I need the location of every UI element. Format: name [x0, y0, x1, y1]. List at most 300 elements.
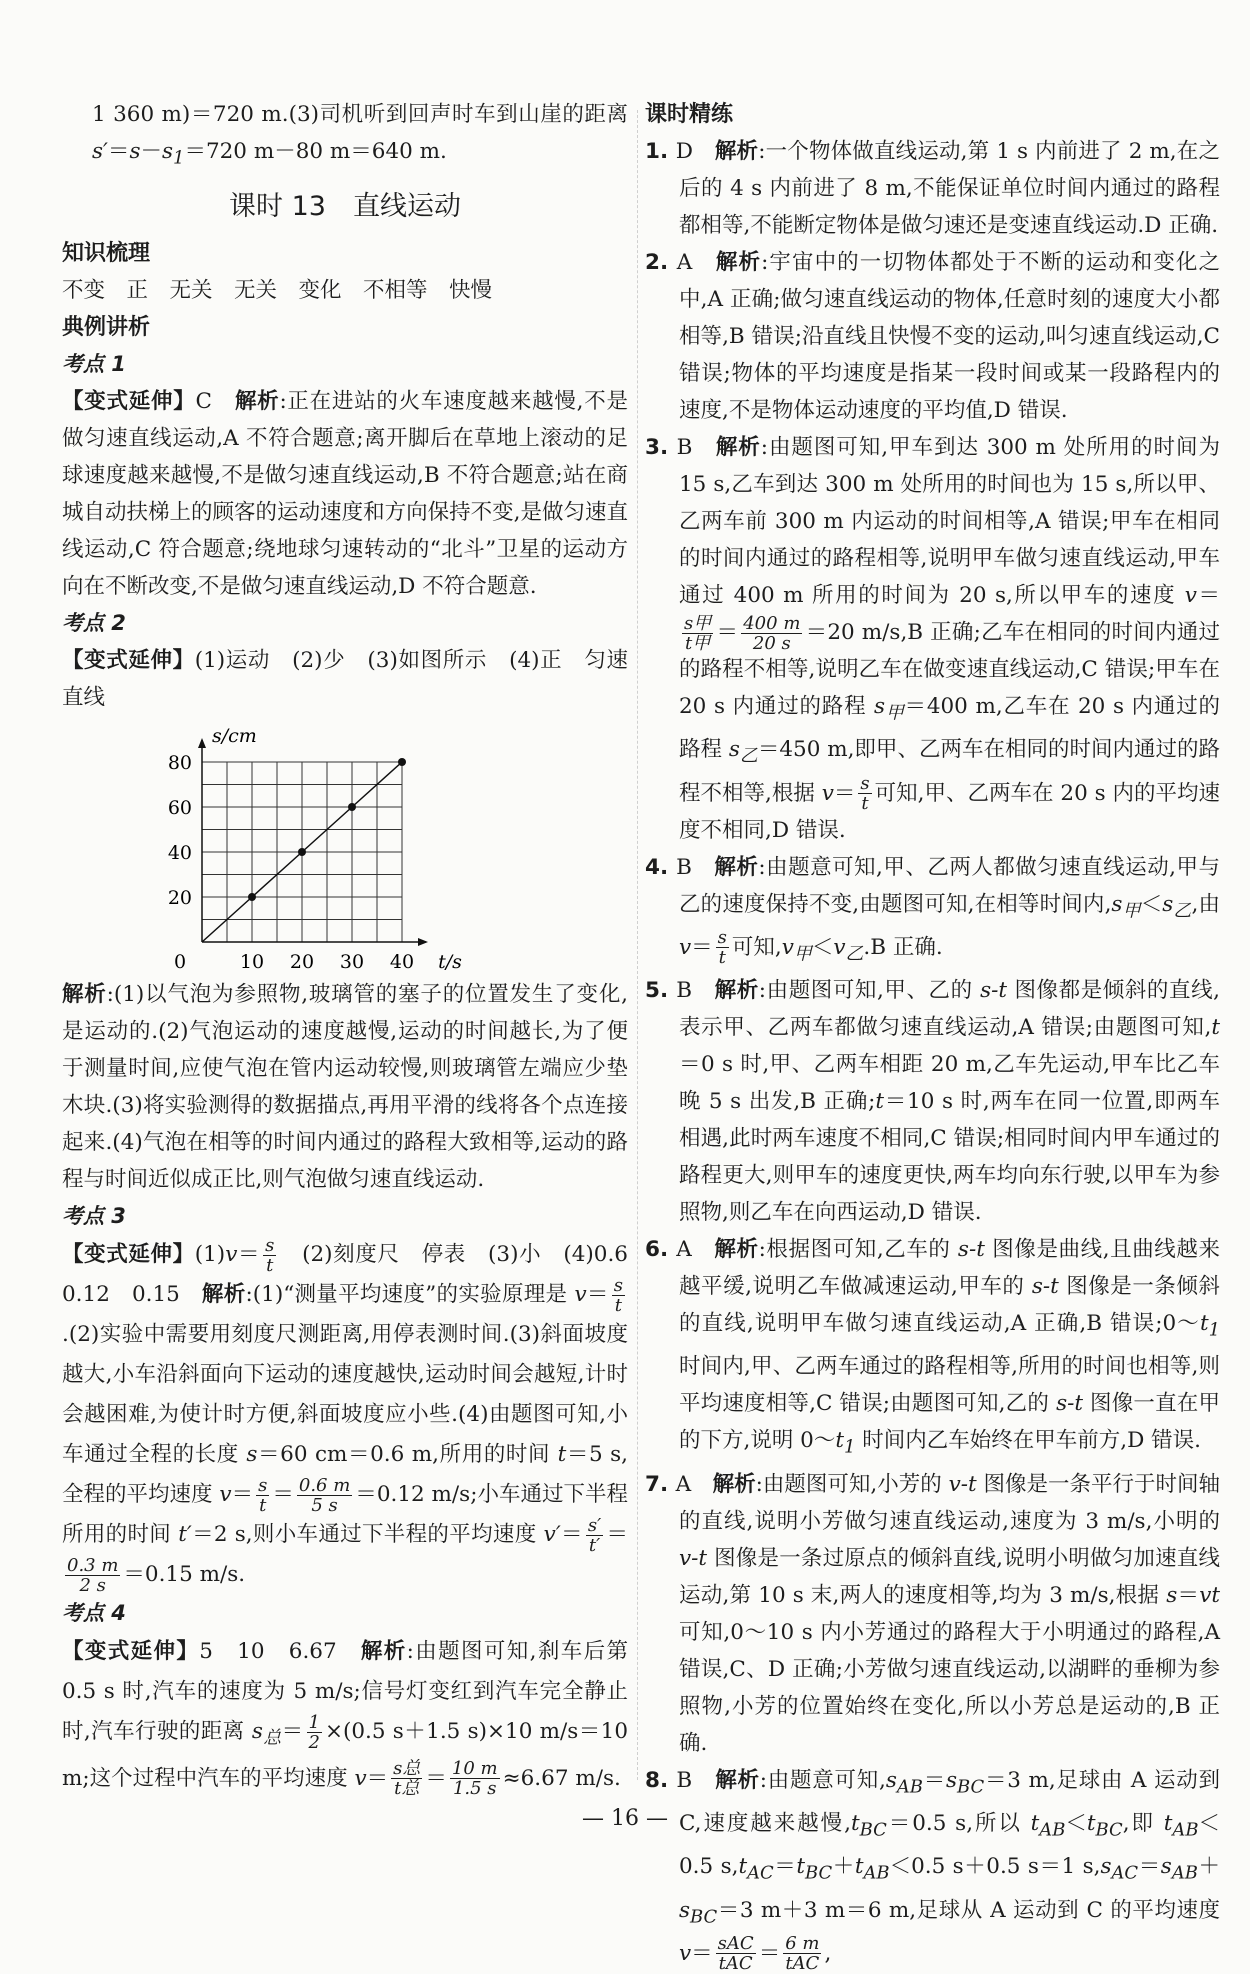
text-run: ＝ [107, 139, 130, 164]
fraction [783, 1934, 821, 1973]
text-run: 课时精练 [645, 102, 734, 127]
fraction-numerator: 0.6 m [298, 1474, 351, 1496]
math-variable [162, 139, 185, 169]
fraction [450, 1759, 500, 1798]
math-variable [1199, 1583, 1220, 1608]
text-run: 典例讲析 [62, 315, 151, 341]
text-run: ,即 [1122, 1811, 1164, 1837]
text-run: ＝ [773, 1854, 797, 1880]
math-variable [796, 1854, 833, 1884]
fraction [391, 1759, 422, 1798]
right-column [645, 96, 1220, 1972]
text-run: 课时 13 直线运动 [229, 191, 461, 223]
fraction-numerator: s [265, 1234, 275, 1256]
math-variable [1166, 1583, 1177, 1608]
math-variable [679, 1897, 718, 1927]
text-run: A [676, 250, 716, 275]
fraction [256, 1476, 269, 1515]
bold-label: 4. [645, 854, 677, 880]
variable-subscript: AC [747, 1862, 774, 1884]
fraction [858, 774, 871, 813]
bold-label: 3. [645, 435, 677, 460]
text-run: ＝ [606, 1522, 628, 1548]
bold-label: 解析 [714, 1237, 759, 1263]
math-variable [178, 1522, 192, 1547]
fraction-denominator: tAC [718, 1953, 753, 1974]
section-heading [62, 235, 628, 272]
math-variable [1032, 1274, 1059, 1299]
fraction [586, 1516, 603, 1555]
variable-subscript: BC [957, 1776, 985, 1798]
section-heading [645, 96, 1220, 133]
variable-symbol: t [1086, 1811, 1096, 1837]
paragraph [62, 96, 628, 176]
answer-item [645, 1762, 1220, 1972]
fraction-numerator: s [258, 1474, 268, 1496]
math-variable [1162, 891, 1192, 921]
variable-symbol: t [854, 1854, 864, 1880]
text-run: ≈6.67 m/s. [502, 1765, 621, 1791]
bold-label: 【变式延伸】 [62, 648, 195, 674]
variable-symbol: t [835, 1428, 844, 1454]
bold-label: 5. [645, 978, 677, 1004]
text-run: (2)刻度尺 停表 (3)小 (4)0.6 0.12 0.15 [62, 1242, 650, 1308]
bold-label: 解析 [715, 250, 762, 275]
fraction-numerator: s′ [587, 1514, 602, 1536]
variable-subscript: 乙 [739, 745, 758, 767]
text-run: 5 10 6.67 [199, 1639, 361, 1665]
variable-symbol: s [885, 1767, 897, 1793]
variable-symbol: t [850, 1811, 860, 1837]
x-axis-label: t/s [438, 951, 462, 974]
variable-subscript: 总 [262, 1727, 282, 1749]
text-run: ＝ [281, 1719, 304, 1745]
text-run: B [676, 978, 715, 1004]
math-variable [251, 1719, 282, 1749]
variable-symbol: v [354, 1765, 367, 1791]
text-run: ＝ [366, 1765, 389, 1791]
text-run: 可知,甲、乙两车在 20 s 内的平均速度不相同,D 错误. [679, 780, 1220, 843]
variable-symbol: s-t [1031, 1274, 1059, 1300]
text-run: ×(0.5 s＋1.5 s)×10 m/s＝10 m;这个过程中汽车的平均速度 [62, 1719, 629, 1791]
data-point [348, 803, 356, 811]
fraction-denominator: t总 [394, 1778, 420, 1800]
paragraph [62, 1632, 628, 1798]
text-run: :由题图可知,刹车后第 0.5 s 时,汽车的速度为 5 m/s;信号灯变红到汽车完全静止时,汽车行驶的距离 [62, 1639, 628, 1745]
text-run: (1) [194, 1242, 226, 1268]
variable-subscript: 乙 [845, 943, 864, 965]
text-run: ＝ [922, 1767, 946, 1793]
variable-symbol: t′ [178, 1522, 192, 1548]
text-run: ＝60 cm＝0.6 m,所用的时间 [257, 1442, 558, 1468]
variable-symbol: t [1211, 1015, 1220, 1041]
x-tick-label: 10 [239, 951, 265, 974]
bold-label: 【变式延伸】 [62, 1242, 195, 1268]
fraction-denominator: t [614, 1294, 622, 1316]
variable-symbol: s [1162, 891, 1174, 917]
x-tick-label: 30 [339, 951, 365, 974]
variable-symbol: v [781, 934, 794, 960]
math-variable [246, 1442, 257, 1467]
text-run: ＜ [811, 934, 834, 960]
text-run: ＝ [1196, 583, 1220, 608]
x-tick-label: 40 [389, 951, 415, 974]
math-variable [1199, 1311, 1220, 1341]
answer-item [645, 1231, 1220, 1466]
variable-symbol: t [738, 1854, 748, 1880]
paragraph [62, 642, 628, 716]
math-variable [949, 1472, 977, 1497]
variable-subscript: 甲 [793, 943, 812, 965]
variable-symbol: t [1163, 1811, 1173, 1837]
math-variable [875, 1089, 884, 1114]
text-run: ＝3 m,足球由 A 运动到 C,速度越来越慢, [679, 1767, 1220, 1837]
math-variable [1185, 583, 1197, 608]
math-variable [728, 737, 758, 767]
text-run: ＝ [237, 1242, 261, 1268]
text-run: － [140, 139, 162, 164]
bold-label: 2. [645, 250, 677, 275]
fraction [716, 1934, 756, 1973]
text-run: 考点 3 [62, 1204, 126, 1229]
math-variable [225, 1242, 237, 1267]
math-variable [980, 978, 1007, 1003]
variable-subscript: AB [863, 1862, 890, 1884]
y-axis-arrow-icon [198, 738, 206, 748]
math-variable [679, 1941, 691, 1966]
text-run: 考点 2 [62, 611, 126, 636]
variable-symbol: v [574, 1282, 587, 1308]
text-run: ＝720 m－80 m＝640 m. [184, 139, 447, 164]
math-variable [129, 139, 140, 164]
bold-label: 解析 [201, 1282, 246, 1308]
variable-subscript: AC [1111, 1862, 1139, 1884]
math-variable [945, 1767, 985, 1798]
text-run: :由题图可知,甲、乙的 [758, 978, 981, 1004]
bold-label: 6. [645, 1237, 677, 1263]
fraction-denominator: t′ [588, 1534, 601, 1556]
text-run: .B 正确. [863, 934, 943, 960]
text-run: :正在进站的火车速度越来越慢,不是做匀速直线运动,A 不符合题意;离开脚后在草地上滚动的足球速度越来越慢,不是做匀速直线运动,B 不符合题意;站在商城自动扶梯上的顾客的运动速度和方向保持不变,是做匀速直线运动,C 符合题意;绕地球匀速转动的“北斗”卫星的运动方向在不断改变,不是做匀速直线运动,D 不符合题意. [62, 389, 628, 600]
data-point [248, 893, 256, 901]
bold-label: 解析 [234, 389, 280, 415]
text-run: 可知, [731, 934, 782, 960]
variable-subscript: AB [1171, 1862, 1198, 1884]
text-run: :宇宙中的一切物体都处于不断的运动和变化之中,A 正确;做匀速直线运动的物体,任意时刻的速度大小都相等,B 错误;沿直线且快慢不变的运动,叫匀速直线运动,C 错误;物体的平均速度是指某一段时间或某一段路程内的速度,不是物体运动速度的平均值,D 错误. [679, 250, 1220, 423]
variable-subscript: 甲 [1122, 899, 1141, 921]
variable-symbol: v [679, 1940, 692, 1966]
variable-subscript: BC [805, 1862, 833, 1884]
text-run: 图像是一条倾斜的直线,说明甲车做匀速直线运动,A 正确,B 错误;0～ [679, 1274, 1220, 1337]
text-run: ＝ [272, 1482, 294, 1508]
variable-subscript: 1 [1208, 1319, 1220, 1341]
text-run: B [676, 435, 716, 460]
bold-label: 解析 [62, 982, 107, 1008]
y-axis-label: s/cm [212, 725, 257, 748]
variable-symbol: t [875, 1089, 884, 1115]
fraction-denominator: 1.5 s [452, 1778, 497, 1800]
fraction-numerator: s [717, 927, 727, 949]
text-run: :由题图可知,小芳的 [755, 1471, 949, 1497]
subsection-heading [62, 605, 628, 642]
math-variable [679, 1546, 707, 1571]
bold-label: 【变式延伸】 [62, 389, 196, 415]
bold-label: 解析 [712, 1471, 756, 1497]
variable-symbol: s [679, 1897, 691, 1923]
fraction-denominator: 20 s [752, 632, 791, 654]
fraction-numerator: 0.3 m [67, 1554, 119, 1576]
math-variable [1160, 1854, 1198, 1884]
text-run: .(2)实验中需要用刻度尺测距离,用停表测时间.(3)斜面坡度越大,小车沿斜面向下运动的速度越快,运动时间会越短,计时会越困难,为使计时方便,斜面坡度应小些.(4)由题图可知,小车通过全程的长度 [62, 1322, 628, 1468]
variable-symbol: s [251, 1719, 263, 1745]
bold-label: 解析 [360, 1639, 407, 1665]
text-run: A [676, 1237, 715, 1263]
text-run: ＝ [691, 934, 713, 960]
bold-label: 1. [645, 139, 676, 164]
subsection-heading [62, 1595, 628, 1632]
fraction-denominator: t [718, 947, 726, 969]
text-run: :由题意可知, [759, 1767, 886, 1793]
fraction-numerator: 10 m [451, 1758, 498, 1780]
text-run: ＝0.5 s,所以 [886, 1811, 1031, 1837]
math-variable [874, 694, 905, 724]
text-run: 可知,0～10 s 内小芳通过的路程大于小明通过的路程,A 错误,C、D 正确;小芳做匀速直线运动,以湖畔的垂柳为参照物,小芳的位置始终在变化,所以小芳总是运动的,B 正确. [679, 1619, 1220, 1756]
math-variable [833, 934, 864, 965]
text-run: :一个物体做直线运动,第 1 s 内前进了 2 m,在之后的 4 s 内前进了 8 m,不能保证单位时间内通过的路程都相等,不能断定物体是做匀速还是变速直线运动.D 正确. [679, 139, 1220, 238]
variable-symbol: v [225, 1242, 238, 1268]
text-run: ＋ [1197, 1854, 1220, 1880]
text-run: 考点 1 [62, 352, 126, 377]
variable-symbol: v-t [948, 1471, 977, 1497]
answer-item [645, 429, 1220, 849]
math-variable [854, 1854, 890, 1884]
text-run: ＝5 s,全程的平均速度 [62, 1442, 628, 1508]
text-run: ＝ [560, 1522, 583, 1548]
math-variable [219, 1482, 231, 1507]
bold-label: 7. [645, 1471, 676, 1497]
variable-symbol: s [728, 737, 740, 763]
bold-label: 解析 [715, 1767, 760, 1793]
variable-symbol: t [796, 1854, 805, 1880]
fraction-numerator: 6 m [785, 1933, 820, 1955]
text-run: :(1)以气泡为参照物,玻璃管的塞子的位置发生了变化,是运动的.(2)气泡运动的速度越慢,运动的时间越长,为了便于测量时间,应使气泡在管内运动较慢,则玻璃管左端应少垫木块.(3)将实验测得的数据描点,再用平滑的线将各个点连接起来.(4)气泡在相等的时间内通过的路程大致相等,运动的路程与时间近似成正比,则气泡做匀速直线运动. [62, 982, 628, 1193]
text-run: :(1)“测量平均速度”的实验原理是 [245, 1282, 575, 1308]
variable-symbol: t [557, 1442, 567, 1468]
fraction-denominator: 2 s [79, 1574, 106, 1596]
variable-symbol: v [679, 934, 692, 960]
text-run: D [675, 139, 715, 164]
y-tick-label: 80 [167, 752, 192, 775]
text-run: ＝ [716, 620, 739, 645]
fraction [263, 1236, 276, 1275]
text-run: 时间内乙车始终在甲车前方,D 错误. [855, 1428, 1201, 1454]
paragraph [62, 272, 628, 309]
fraction-denominator: 2 [308, 1731, 320, 1753]
bold-label: 解析 [714, 854, 759, 880]
fraction [741, 614, 802, 653]
fraction-numerator: s总 [393, 1758, 421, 1780]
fraction-denominator: t [861, 793, 869, 815]
math-variable [1056, 1391, 1083, 1416]
variable-symbol: s [1100, 1854, 1112, 1880]
x-tick-label: 20 [289, 951, 315, 974]
text-run: B [676, 854, 715, 880]
answer-item [645, 133, 1220, 244]
answer-item [645, 1466, 1220, 1762]
text-run: ＝0.12 m/s;小车通过下半程所用的时间 [62, 1482, 628, 1548]
math-variable [544, 1522, 561, 1547]
lesson-title [62, 188, 628, 225]
math-variable [822, 781, 834, 806]
math-variable [958, 1237, 985, 1262]
answer-item [645, 972, 1220, 1231]
text-run: ,由 [1191, 891, 1220, 917]
variable-subscript: AB [896, 1776, 923, 1798]
variable-subscript: 1 [844, 1436, 856, 1458]
text-run: ＝ [833, 780, 856, 806]
fraction-denominator: t [266, 1254, 274, 1276]
fraction-numerator: s甲 [684, 612, 712, 634]
text-run: ＜0.5 s, [679, 1811, 1221, 1880]
variable-subscript: AB [1172, 1819, 1199, 1841]
s-t-chart [142, 720, 482, 976]
data-point [298, 848, 306, 856]
text-run: ＋ [832, 1854, 855, 1880]
text-run: :由题意可知,甲、乙两人都做匀速直线运动,甲与乙的速度保持不变,由题图可知,在相等时间内, [679, 854, 1220, 917]
text-run: ＝ [758, 1940, 781, 1966]
paragraph [62, 383, 628, 605]
variable-symbol: v [833, 934, 846, 960]
variable-subscript: 甲 [885, 702, 905, 724]
math-variable [92, 139, 108, 164]
bold-label: 8. [645, 1767, 677, 1793]
fraction-numerator: s [613, 1274, 623, 1296]
variable-symbol: s [162, 139, 174, 164]
text-run: ＜ [1065, 1811, 1087, 1837]
variable-symbol: v [219, 1482, 232, 1508]
fraction [65, 1556, 120, 1595]
fraction [682, 614, 713, 653]
data-point [398, 758, 406, 766]
x-axis-arrow-icon [418, 938, 428, 946]
text-run: 图像一直在甲的下方,说明 0～ [679, 1391, 1220, 1454]
x-tick-label: 0 [173, 951, 187, 974]
bold-label: 解析 [715, 435, 761, 460]
fraction-denominator: tAC [785, 1953, 820, 1974]
text-run: ＝20 m/s,B 正确;乙车在相同的时间内通过的路程不相等,说明乙车在做变速直线运动,C 错误;甲车在 20 s 内通过的路程 [679, 620, 1220, 719]
fraction [612, 1276, 625, 1315]
variable-symbol: s [1166, 1582, 1178, 1608]
bold-label: 解析 [714, 139, 759, 164]
text-run: 图像是一条过原点的倾斜直线,说明小明做匀加速直线运动,第 10 s 末,两人的速度相等,均为 3 m/s,根据 [679, 1545, 1220, 1608]
text-run: ＜0.5 s＋0.5 s＝1 s, [889, 1854, 1101, 1880]
page-number: — 16 — [582, 1806, 668, 1831]
variable-symbol: s [129, 139, 141, 164]
answer-item [645, 849, 1220, 973]
text-run: ＝10 s 时,两车在同一位置,即两车相遇,此时两车速度不相同,C 错误;相同时间内甲车通过的路程更大,则甲车的速度更快,两车均向东行驶,以甲车为参照物,则乙车在向西运动,D 错误. [679, 1089, 1220, 1226]
text-run: C [195, 389, 235, 415]
math-variable [1100, 1854, 1139, 1884]
math-variable [679, 935, 691, 960]
text-run: ＝450 m,即甲、乙两车在相同的时间内通过的路程不相等,根据 [679, 737, 1220, 806]
variable-symbol: s [874, 694, 886, 719]
text-run: ＝ [425, 1765, 447, 1791]
variable-symbol: s-t [980, 978, 1008, 1004]
y-tick-label: 60 [167, 797, 192, 820]
left-column [62, 96, 650, 1800]
fraction-denominator: 5 s [311, 1494, 338, 1516]
text-run: 考点 4 [62, 1601, 126, 1626]
variable-subscript: BC [859, 1819, 887, 1841]
text-run: 不变 正 无关 无关 变化 不相等 快慢 [62, 278, 493, 304]
bold-label: 解析 [714, 978, 759, 1004]
text-run: ＝3 m＋3 m＝6 m,足球从 A 运动到 C 的平均速度 [717, 1897, 1220, 1923]
text-run: 图像是一条平行于时间轴的直线,说明小芳做匀速直线运动,速度为 3 m/s,小明的 [679, 1471, 1220, 1534]
variable-symbol: vt [1199, 1582, 1220, 1608]
fraction-denominator: t [259, 1494, 267, 1516]
text-run: , [824, 1940, 832, 1966]
variable-symbol: s [1111, 891, 1123, 917]
text-run: 1 360 m)＝720 m.(3)司机听到回声时车到山崖的距离 [92, 102, 628, 127]
variable-subscript: BC [690, 1905, 718, 1927]
fraction-numerator: s [860, 773, 870, 795]
subsection-heading [62, 1198, 628, 1235]
variable-symbol: t [1199, 1311, 1209, 1337]
paragraph [62, 976, 628, 1198]
text-run: ＜ [1140, 891, 1163, 917]
variable-subscript: 1 [173, 147, 185, 169]
fraction-denominator: t甲 [685, 632, 711, 654]
variable-symbol: s-t [957, 1237, 985, 1263]
math-variable [885, 1767, 923, 1798]
text-run: ＝0 s 时,甲、乙两车相距 20 m,乙车先运动,甲车比乙车晚 5 s 出发,B 正确; [679, 1052, 1220, 1115]
text-run: ＝400 m,乙车在 20 s 内通过的路程 [679, 694, 1220, 763]
math-variable [354, 1766, 366, 1791]
text-run: :根据图可知,乙车的 [758, 1237, 958, 1263]
text-run: ＝0.15 m/s. [123, 1562, 246, 1588]
variable-subscript: 乙 [1173, 899, 1192, 921]
variable-symbol: v [821, 780, 834, 806]
column-divider [637, 110, 638, 1780]
fraction-numerator: 400 m [743, 612, 801, 634]
text-run: 知识梳理 [62, 241, 151, 267]
text-run: :由题图可知,甲车到达 300 m 处所用的时间为 15 s,乙车到达 300 m 处所用的时间也为 15 s,所以甲、乙两车前 300 m 内运动的时间相等,A 错误;甲车在相同的时间内通过的路程相等,说明甲车做匀速直线运动,甲车通过 400 m 所用的时间为 20 s,所以甲车的速度 [679, 435, 1220, 608]
math-variable [1211, 1015, 1220, 1040]
fraction [297, 1476, 352, 1515]
math-variable [558, 1442, 567, 1467]
fraction [716, 928, 729, 967]
math-variable [781, 934, 812, 965]
text-run: ＝ [586, 1282, 609, 1308]
math-variable [1111, 891, 1141, 921]
variable-subscript: BC [1095, 1819, 1123, 1841]
text-run: ＝ [1138, 1854, 1161, 1880]
fraction-numerator: sAC [717, 1933, 754, 1955]
variable-symbol: v [1184, 583, 1197, 608]
text-run: 时间内,甲、乙两车通过的路程相等,所用的时间也相等,则平均速度相等,C 错误;由题图可知,乙的 [679, 1354, 1220, 1417]
text-run: 图像是曲线,且曲线越来越平缓,说明乙车做减速运动,甲车的 [679, 1237, 1220, 1300]
subsection-heading [62, 346, 628, 383]
variable-symbol: s-t [1056, 1391, 1084, 1417]
variable-symbol: v′ [543, 1522, 561, 1548]
variable-symbol: v-t [679, 1545, 708, 1571]
answer-item [645, 244, 1220, 429]
fraction-numerator: 1 [308, 1711, 320, 1733]
y-tick-label: 20 [167, 887, 192, 910]
fraction [307, 1713, 322, 1752]
text-run: 图像都是倾斜的直线,表示甲、乙两车都做匀速直线运动,A 错误;由题图可知, [679, 978, 1220, 1041]
paragraph [62, 1234, 650, 1596]
